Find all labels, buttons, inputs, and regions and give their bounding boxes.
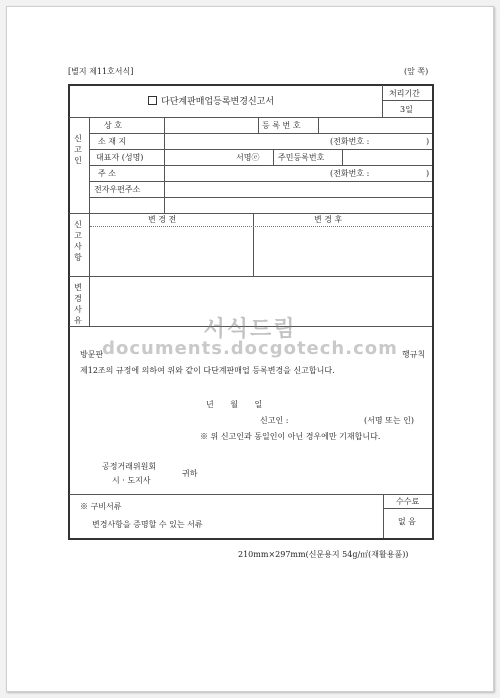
email-label: 전자우편주소 [94, 185, 141, 194]
table-top-border [68, 84, 434, 86]
declaration-line1-end: 행규칙 [402, 350, 426, 359]
title-checkbox[interactable] [148, 96, 157, 105]
location-label: 소 재 지 [98, 137, 127, 146]
address-label: 주 소 [98, 169, 116, 178]
resident-number-label: 주민등록번호 [278, 153, 325, 162]
declaration-note: ※ 위 신고인과 동일인이 아닌 경우에만 기재합니다. [200, 432, 381, 441]
declaration-reporter-label: 신고인 : [260, 416, 289, 425]
registration-number-label: 등 록 번 호 [262, 121, 301, 130]
watermark-title: 서식드림 [203, 317, 297, 342]
after-change-header: 변 경 후 [314, 215, 343, 224]
form-number: [별지 제11호서식] [68, 67, 134, 76]
form-title: 다단계판매업등록변경신고서 [148, 96, 274, 107]
attachments-item: 변경사항을 증명할 수 있는 서류 [92, 520, 203, 529]
processing-period-label: 처리기간 [389, 89, 420, 98]
paper-spec: 210mm×297mm(신문용지 54g/㎡(재활용품)) [238, 550, 409, 559]
watermark-url: documents.docgotech.com [102, 338, 398, 359]
table-bottom-border [68, 538, 434, 540]
representative-name-label: 대표자 (성명) [96, 153, 144, 162]
address-phone-label: (전화번호 : [330, 169, 370, 178]
recipient-honorific: 귀하 [182, 469, 198, 478]
recipient-governor: 시 · 도지사 [112, 476, 151, 485]
location-phone-label: (전화번호 : [330, 137, 370, 146]
address-phone-close: ) [426, 169, 430, 178]
processing-period-value: 3일 [400, 105, 413, 114]
attachments-label: ※ 구비서류 [80, 502, 122, 511]
signature-mark: 서명ⓔ [236, 153, 260, 162]
fee-value: 없 음 [398, 517, 416, 526]
declaration-sign-label: (서명 또는 인) [364, 416, 414, 425]
page-side: (앞 쪽) [404, 67, 429, 76]
before-change-header: 변 경 전 [148, 215, 177, 224]
declaration-date: 년 월 일 [206, 400, 263, 409]
location-phone-close: ) [426, 137, 430, 146]
trade-name-label: 상 호 [104, 121, 122, 130]
fee-label: 수수료 [396, 497, 420, 506]
declaration-line1-start: 방문판 [80, 350, 104, 359]
declaration-line2: 제12조의 규정에 의하여 위와 같이 다단계판매업 등록변경을 신고합니다. [80, 366, 335, 375]
reporter-section-label: 신고인 [74, 134, 82, 165]
changes-section-label: 신고사항 [74, 220, 82, 262]
recipient-ftc: 공정거래위원회 [102, 462, 157, 471]
reason-section-label: 변경사유 [74, 283, 82, 325]
